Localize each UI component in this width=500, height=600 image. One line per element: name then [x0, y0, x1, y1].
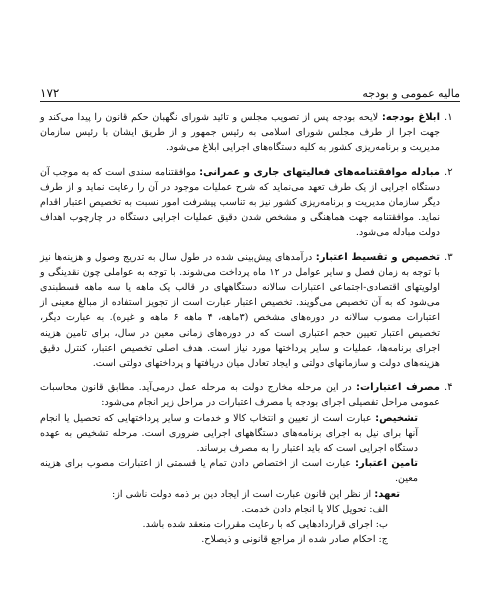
sub-definition	[40, 411, 418, 457]
item-text: در این مرحله مخارج دولت به مرحله عمل درمی‌آید. مطابق قانون محاسبات عمومی مراحل تفصیلی اجرای بودجه یا مصرف اعتبارات در مراحل زیر انجام می‌شود:	[40, 382, 440, 409]
sub-list-item: ج: احکام صادر شده از مراجع قانونی و ذیصلاح.	[201, 534, 388, 546]
sub-text: از نظر این قانون عبارت است از ایجاد دین بر ذمه دولت ناشی از:	[112, 488, 372, 500]
running-header	[40, 78, 460, 100]
sub-text: عبارت است از اختصاص دادن تمام یا قسمتی از اعتبارات مصوب برای هزینه معین.	[40, 458, 418, 485]
item-number: ۳.	[444, 251, 453, 263]
item-heading: ابلاغ بودجه:	[381, 112, 440, 123]
item-text: لایحه بودجه پس از تصویب مجلس و تائید شورای نگهبان حکم قانون را پیدا می‌کند و جهت اجرا از طرف مجلس شورای اسلامی به رئیس جمهور و از طریق ایشان با رئیس سازمان مدیریت و برنامه‌ریزی کشور به کلیه دستگاه‌های اجرایی ابلاغ می‌شود.	[40, 112, 440, 154]
item-number: ۴.	[444, 382, 453, 394]
sub-definition	[40, 456, 418, 486]
numbered-item	[40, 110, 460, 156]
numbered-item	[40, 250, 460, 372]
page-number: ۱۷۲	[40, 86, 60, 100]
sub-heading: تامین اعتبار:	[354, 458, 418, 470]
item-heading: تخصیص و تقسیط اعتبار:	[315, 251, 440, 263]
item-text: درآمدهای پیش‌بینی شده در طول سال به تدریج وصول و هزینه‌ها نیز با توجه به زمان فصل و سایر عوامل در ۱۲ ماه پرداخت می‌شوند. با توجه به عواملی چون نقدینگی و اولویتهای اقتصادی-اجتماعی اعتبارات سالانه دستگاههای در قالب یک ماهه یا سه ماهه قسطبندی می‌شود که به آن تخصیص می‌گویند. تخصیص اعتبار عبارت است از تجویز استفاده از مبالغ معینی از اعتبارات مصوب سالانه در دوره‌های مشخص (۳ماهه، ۴ ماهه ۶ ماهه و غیره). به عبارت دیگر، تخصیص اعتبار تعیین حجم اعتباری است که در دوره‌های زمانی معین در سال، برای تامین هزینه اجرای برنامه‌ها، عملیات و سایر پرداختها مورد نیاز است. هدف اصلی تخصیص اعتبار، کنترل دقیق هزینه‌های دولت و سازمانهای دولتی و ایجاد تعادل میان دریافتها و پرداختهای دولتی است.	[40, 251, 440, 370]
sub-heading: تعهد:	[374, 488, 400, 500]
item-heading: مبادله موافقتنامه‌های فعالیتهای جاری و عمرانی:	[199, 166, 440, 178]
numbered-item	[40, 380, 460, 547]
item-number: ۲.	[444, 166, 453, 178]
item-text: موافقتنامه سندی است که به موجب آن دستگاه اجرایی از یک طرف تعهد می‌نماید که شرح عملیات موجود در آن را رعایت نماید و از طرف دیگر سازمان مدیریت و برنامه‌ریزی کشور نیز به تناسب پیشرفت امور نسبت به تخصیص اعتبار اقدام نماید. موافقتنامه جهت هماهنگی و مشخص شدن دقیق عملیات اجرایی دستگاه در چارچوب اهداف دولت مبادله می‌شود.	[40, 166, 440, 239]
sub-definition	[40, 487, 400, 502]
item-heading: مصرف اعتبارات:	[356, 382, 440, 394]
running-title: مالیه عمومی و بودجه	[362, 87, 460, 100]
header-rule	[40, 101, 460, 102]
sub-text: عبارت است از تعیین و انتخاب کالا و خدمات و سایر پرداختهایی که تحصیل یا انجام آنها برای نیل به اجرای برنامه‌های دستگاههای اجرایی ضروری است. مرحله تشخیص به عهده دستگاه اجرایی است که باید اعتبار را به مصرف برساند.	[40, 412, 418, 455]
sub-list-item: ب: اجرای قراردادهایی که با رعایت مقررات منعقد شده باشد.	[142, 519, 388, 531]
item-number: ۱.	[444, 112, 453, 123]
numbered-item	[40, 165, 460, 241]
sub-list-item: الف: تحویل کالا یا انجام دادن خدمت.	[241, 503, 388, 515]
sub-heading: تشخیص:	[375, 412, 418, 424]
page-content	[40, 110, 460, 556]
